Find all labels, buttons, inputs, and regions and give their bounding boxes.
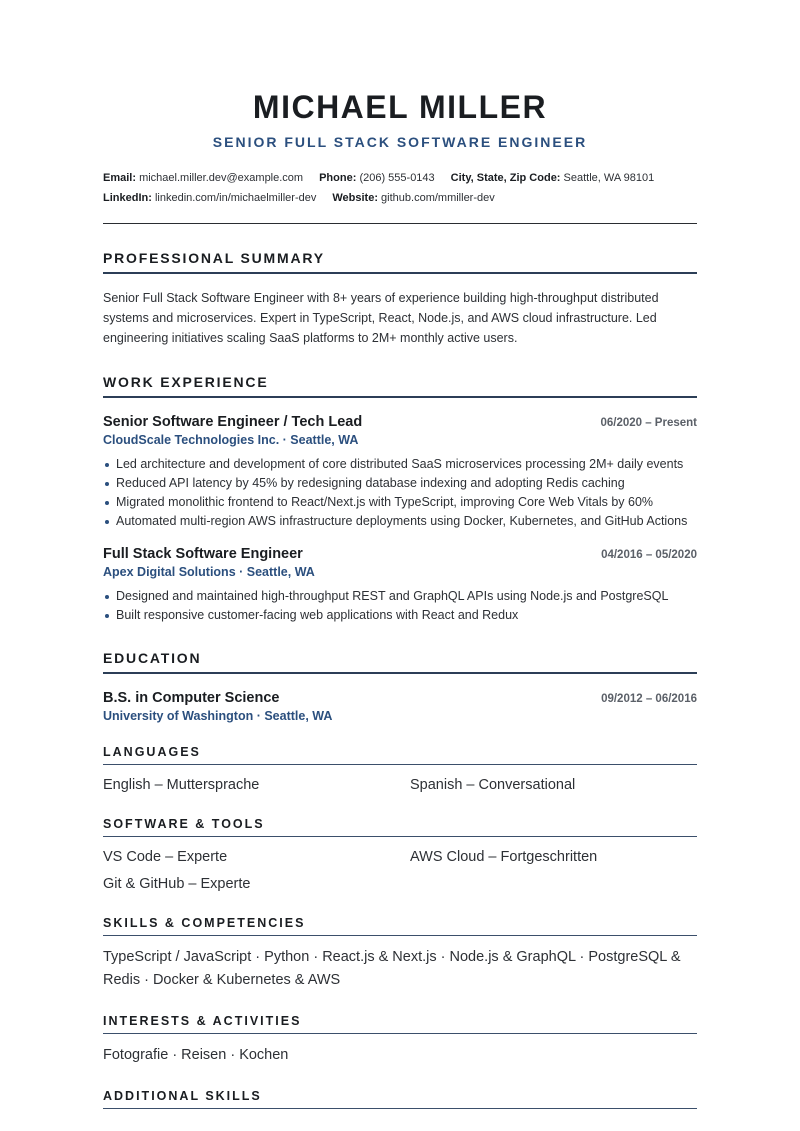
job-entry — [103, 546, 697, 624]
additional-skills-heading: ADDITIONAL SKILLS — [103, 1089, 697, 1109]
location-value: Seattle, WA 98101 — [563, 172, 655, 184]
candidate-name: MICHAEL MILLER — [252, 89, 548, 125]
degree-title: B.S. in Computer Science — [103, 690, 280, 706]
language-item: Spanish – Conversational — [410, 777, 576, 793]
interests-text: Fotografie · Reisen · Kochen — [103, 1047, 289, 1063]
job-header — [103, 414, 697, 430]
linkedin-label: LinkedIn: — [103, 192, 152, 204]
email-label: Email: — [103, 172, 137, 184]
education-entry — [103, 690, 697, 723]
tools-list — [103, 847, 697, 894]
experience-heading: WORK EXPERIENCE — [103, 374, 697, 398]
candidate-title: SENIOR FULL STACK SOFTWARE ENGINEER — [212, 134, 588, 150]
bullet-item: Built responsive customer-facing web applications with React and Redux — [103, 607, 697, 624]
education-heading: EDUCATION — [103, 650, 697, 674]
website-label: Website: — [332, 192, 378, 204]
languages-heading: LANGUAGES — [103, 745, 697, 765]
phone-value: (206) 555-0143 — [359, 172, 435, 184]
website-value: github.com/mmiller-dev — [381, 192, 495, 204]
summary-heading: PROFESSIONAL SUMMARY — [103, 250, 697, 274]
education-header — [103, 690, 697, 706]
contact-email — [103, 168, 303, 188]
contact-phone — [319, 168, 435, 188]
skills-text: TypeScript / JavaScript · Python · React.js & Next.js · Node.js & GraphQL · PostgreSQL & Redis · Docker & Kubernetes & AWS — [103, 949, 681, 988]
resume-header — [103, 0, 697, 150]
job-organization: CloudScale Technologies Inc. · Seattle, WA — [103, 433, 359, 447]
location-label: City, State, Zip Code: — [450, 172, 561, 184]
bullet-item: Reduced API latency by 45% by redesigning database indexing and adopting Redis caching — [103, 475, 697, 492]
job-date: 06/2020 – Present — [600, 417, 697, 429]
bullet-item: Migrated monolithic frontend to React/Next.js with TypeScript, improving Core Web Vitals by 60% — [103, 494, 697, 511]
education-date: 09/2012 – 06/2016 — [601, 693, 697, 705]
tools-heading: SOFTWARE & TOOLS — [103, 817, 697, 837]
language-item: English – Muttersprache — [103, 777, 260, 793]
job-title: Senior Software Engineer / Tech Lead — [103, 414, 363, 430]
tool-item: Git & GitHub – Experte — [103, 876, 251, 892]
phone-label: Phone: — [319, 172, 357, 184]
linkedin-value: linkedin.com/in/michaelmiller-dev — [154, 192, 317, 204]
header-divider — [103, 223, 697, 224]
job-date: 04/2016 – 05/2020 — [601, 549, 697, 561]
contact-row — [103, 168, 697, 188]
contact-row — [103, 188, 697, 208]
email-value: michael.miller.dev@example.com — [139, 172, 304, 184]
summary-text: Senior Full Stack Software Engineer with 8+ years of experience building high-throughput distributed systems and microservices. Expert in TypeScript, React, Node.js, and AWS cloud infrastructure. Led engineering initiatives scaling SaaS platforms to 2M+ monthly active users. — [103, 291, 659, 345]
job-bullets — [103, 456, 697, 530]
bullet-item: Automated multi-region AWS infrastructure deployments using Docker, Kubernetes, and GitHub Actions — [103, 513, 697, 530]
bullet-item: Led architecture and development of core distributed SaaS microservices processing 2M+ daily events — [103, 456, 697, 473]
contact-block — [103, 168, 697, 208]
school-name: University of Washington · Seattle, WA — [103, 709, 333, 723]
tool-item: AWS Cloud – Fortgeschritten — [410, 849, 598, 865]
contact-location — [451, 168, 655, 188]
contact-website — [332, 188, 494, 208]
bullet-item: Designed and maintained high-throughput REST and GraphQL APIs using Node.js and PostgreSQL — [103, 588, 697, 605]
job-entry — [103, 414, 697, 530]
job-organization: Apex Digital Solutions · Seattle, WA — [103, 565, 315, 579]
tool-item: VS Code – Experte — [103, 849, 228, 865]
interests-heading: INTERESTS & ACTIVITIES — [103, 1014, 697, 1034]
job-header — [103, 546, 697, 562]
contact-linkedin — [103, 188, 316, 208]
job-title: Full Stack Software Engineer — [103, 546, 303, 562]
job-bullets — [103, 588, 697, 624]
languages-list — [103, 775, 697, 795]
skills-heading: SKILLS & COMPETENCIES — [103, 916, 697, 936]
